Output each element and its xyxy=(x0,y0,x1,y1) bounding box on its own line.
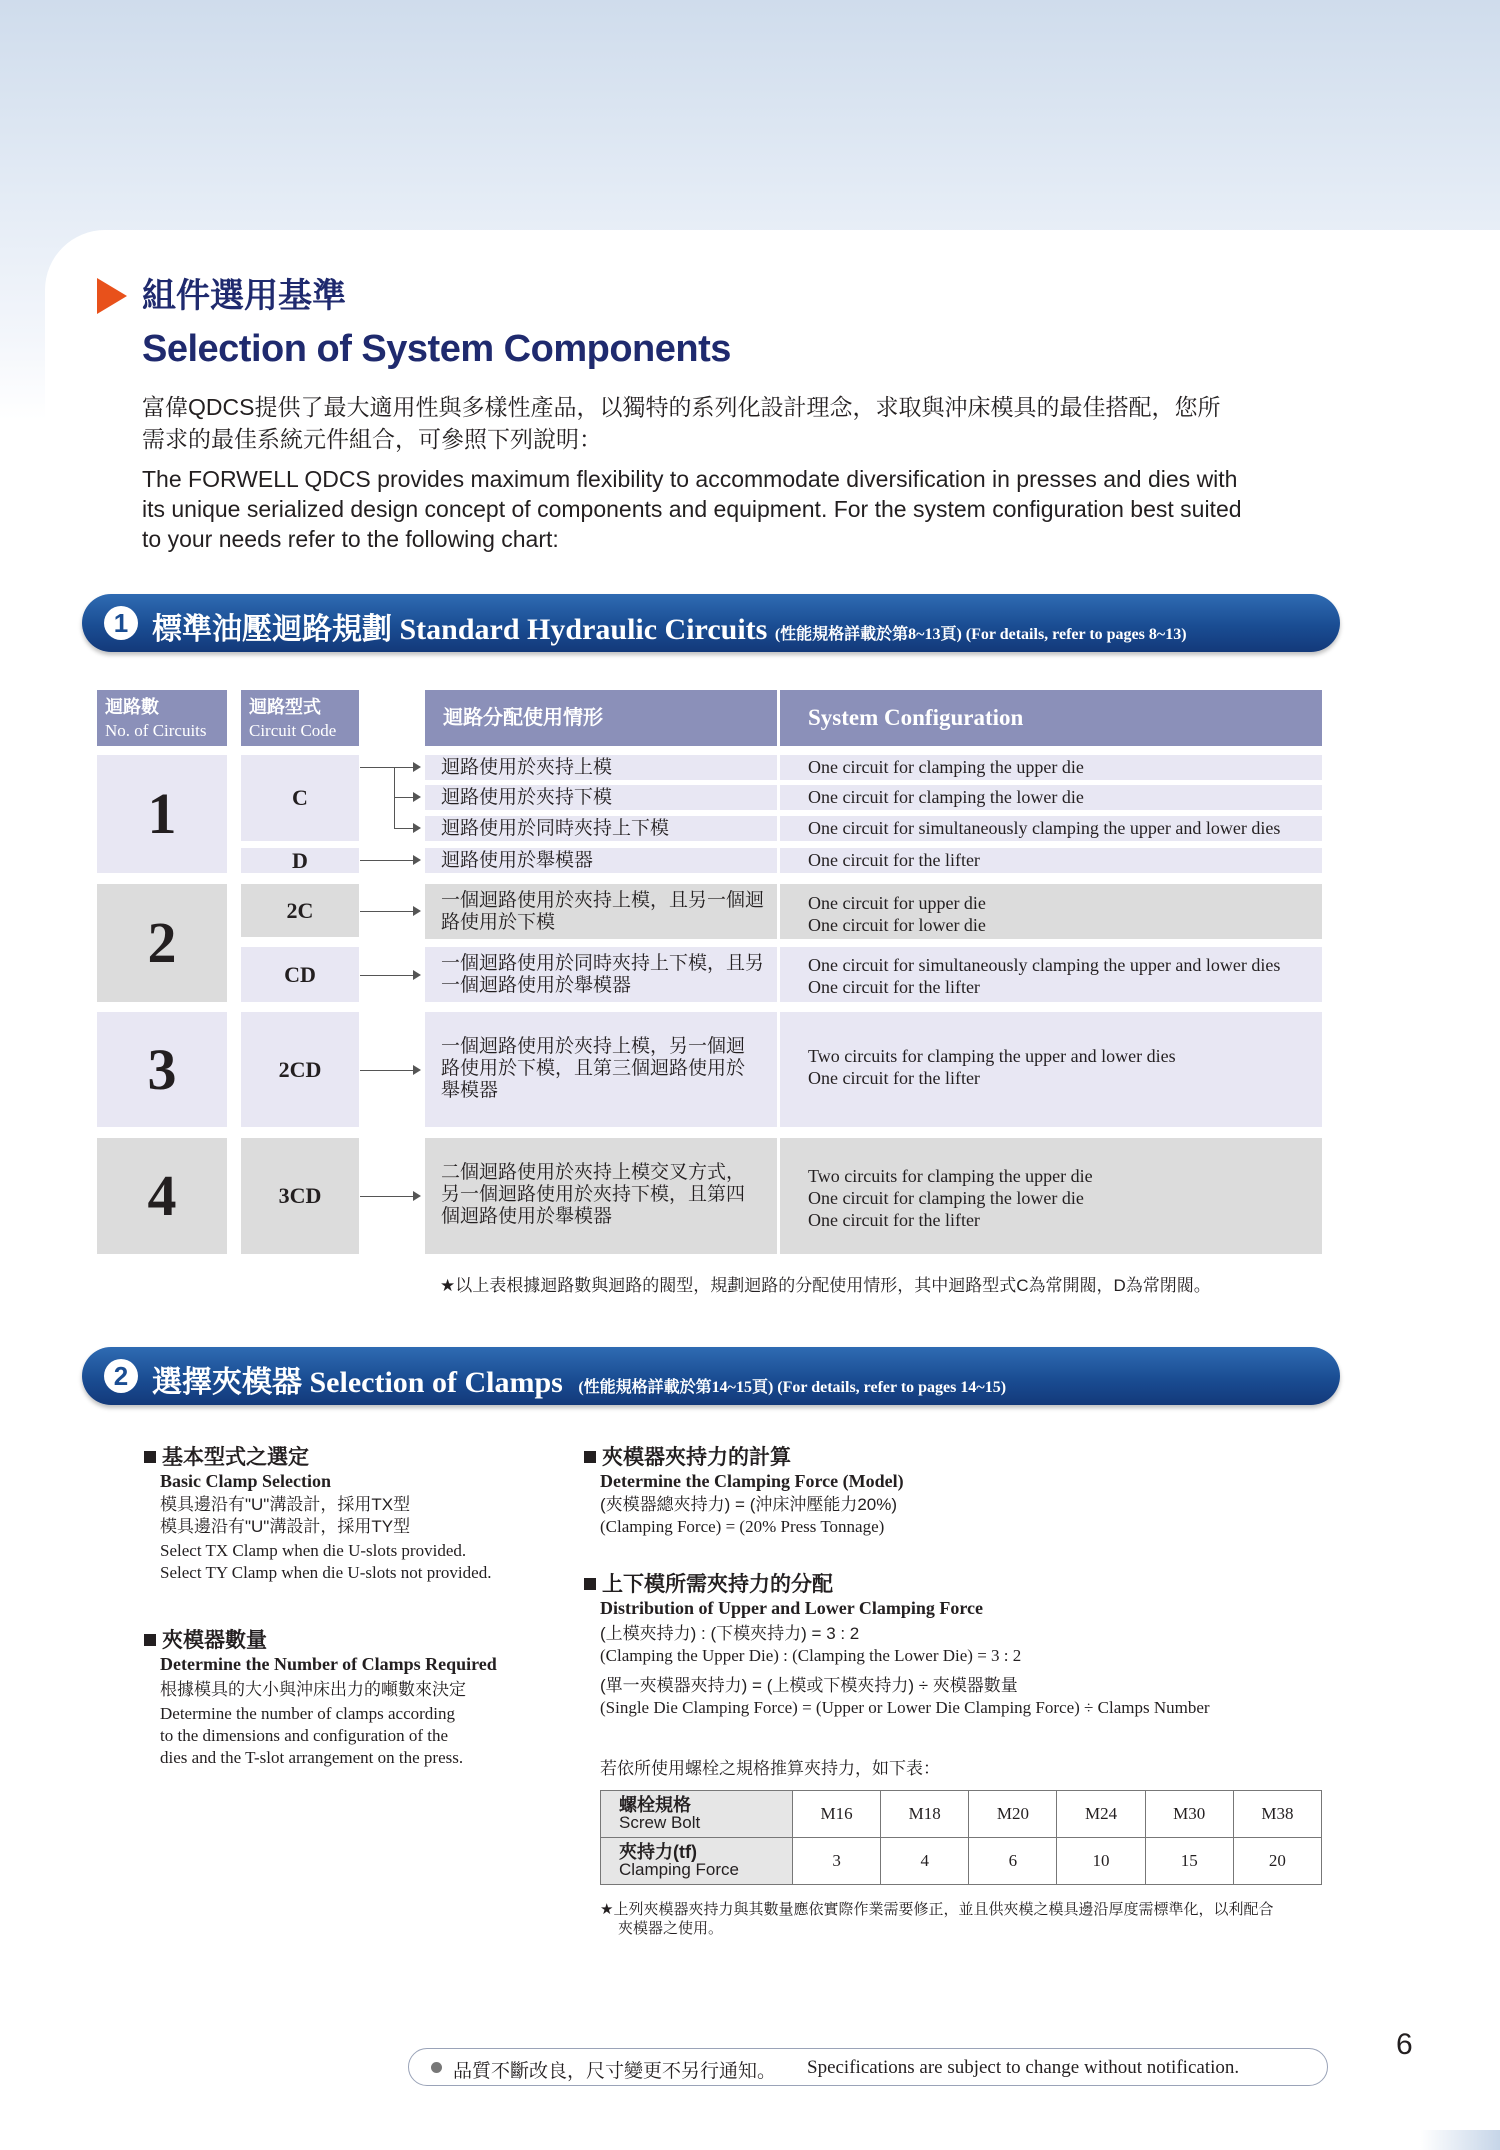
bolt-size: M38 xyxy=(1233,1791,1321,1838)
clamping-force-block: 夾模器夾持力的計算 Determine the Clamping Force (Model) (夾模器總夾持力) = (沖床沖壓能力20%) (Clamping Force) = (20% Press Tonnage) xyxy=(584,1441,904,1538)
force-distribution-block: 上下模所需夾持力的分配 Distribution of Upper and Lower Clamping Force (上模夾持力) : (下模夾持力) = 3 : 2 (Clamping the Upper Die) : (Clamping the Lower Die) = 3 : 2 (單一夾模器夾持力) = (上模或下模夾持力) ÷ 夾模器數量 (Single Die Clamping Force) = (Upper or Lower Die Clamping Force) ÷ Clamps Number xyxy=(584,1568,1210,1719)
bolt-size: M16 xyxy=(793,1791,881,1838)
clamping-force-value: 4 xyxy=(881,1838,969,1885)
arrow-head-icon xyxy=(413,906,421,916)
circuit-code-2cd: 2CD xyxy=(241,1012,359,1127)
header-usage-zh: 迴路分配使用情形 xyxy=(425,690,777,746)
circuit-count-2: 2 xyxy=(97,884,227,1002)
g3-arrow xyxy=(360,1070,416,1071)
intro-zh-line-1: 富偉QDCS提供了最大適用性與多樣性產品，以獨特的系列化設計理念，求取與沖床模具的最佳搭配，您所 xyxy=(142,394,1221,420)
circuit-code-2c: 2C xyxy=(241,884,359,937)
intro-en-line-2: its unique serialized design concept of components and equipment. For the system configuration best suited xyxy=(142,496,1242,522)
g2-config-en-1: One circuit for upper die One circuit for lower die xyxy=(780,884,1322,939)
circuit-code-c: C xyxy=(241,755,359,841)
intro-en-line-3: to your needs refer to the following chart: xyxy=(142,526,559,552)
circuits-note: ★以上表根據迴路數與迴路的閥型，規劃迴路的分配使用情形，其中迴路型式C為常開閥，D為常閉閥。 xyxy=(440,1276,1211,1295)
g4-config-en: Two circuits for clamping the upper die One circuit for clamping the lower die One circuit for the lifter xyxy=(780,1138,1322,1254)
page-title-zh: 組件選用基準 xyxy=(142,277,346,315)
section-2-number: 2 xyxy=(104,1359,138,1393)
section-1-bar xyxy=(82,594,1340,652)
section-1-title: 標準油壓迴路規劃 Standard Hydraulic Circuits (性能規格詳載於第8~13頁) (For details, refer to pages 8~13) xyxy=(152,613,1187,646)
table-row xyxy=(601,1838,1322,1885)
bullet-square-icon xyxy=(584,1578,596,1590)
clamping-force-value: 20 xyxy=(1233,1838,1321,1885)
force-row-label: 夾持力(tf) Clamping Force xyxy=(601,1838,793,1885)
g2-arrow-1 xyxy=(360,911,416,912)
clamping-force-value: 6 xyxy=(969,1838,1057,1885)
header-system-configuration: System Configuration xyxy=(780,690,1322,746)
header-circuit-code: 迴路型式 Circuit Code xyxy=(241,690,359,746)
page-title-en: Selection of System Components xyxy=(142,328,731,370)
bullet-dot-icon xyxy=(431,2062,442,2073)
arrow-head-icon xyxy=(413,855,421,865)
clamping-force-value: 15 xyxy=(1145,1838,1233,1885)
circuit-count-1: 1 xyxy=(97,755,227,873)
g2-arrow-2 xyxy=(360,975,416,976)
table-row xyxy=(601,1791,1322,1838)
g1-usage-zh-2: 迴路使用於夾持下模 xyxy=(425,785,777,810)
bullet-square-icon xyxy=(584,1451,596,1463)
g2-config-en-2: One circuit for simultaneously clamping the upper and lower dies One circuit for the lifter xyxy=(780,947,1322,1002)
bolt-size: M18 xyxy=(881,1791,969,1838)
bolt-size: M24 xyxy=(1057,1791,1145,1838)
footer-zh: 品質不斷改良，尺寸變更不另行通知。 xyxy=(453,2061,777,2082)
arrow-head-icon xyxy=(413,762,421,772)
g1-arrow-4 xyxy=(360,860,416,861)
bullet-square-icon xyxy=(144,1634,156,1646)
g3-config-en: Two circuits for clamping the upper and lower dies One circuit for the lifter xyxy=(780,1012,1322,1127)
g1-usage-zh-3: 迴路使用於同時夾持上下模 xyxy=(425,816,777,841)
bolt-force-table xyxy=(600,1790,1322,1885)
arrow-head-icon xyxy=(413,823,421,833)
g2-usage-zh-1: 一個迴路使用於夾持上模，且另一個迴 路使用於下模 xyxy=(425,884,777,939)
section-2-title: 選擇夾模器 Selection of Clamps (性能規格詳載於第14~15頁) (For details, refer to pages 14~15) xyxy=(152,1366,1007,1399)
arrow-head-icon xyxy=(413,1065,421,1075)
circuit-code-cd: CD xyxy=(241,947,359,1002)
title-triangle-icon xyxy=(97,278,127,314)
circuit-code-d: D xyxy=(241,848,359,873)
g1-usage-zh-1: 迴路使用於夾持上模 xyxy=(425,755,777,780)
bolt-table-note: ★上列夾模器夾持力與其數量應依實際作業需要修正，並且供夾模之模具邊沿厚度需標準化，以利配合 夾模器之使用。 xyxy=(600,1901,1274,1937)
footer-notice xyxy=(408,2048,1328,2086)
g1-config-en-2: One circuit for clamping the lower die xyxy=(780,785,1322,810)
section-1-number: 1 xyxy=(104,606,138,640)
intro-zh-line-2: 需求的最佳系統元件組合，可參照下列說明： xyxy=(142,426,602,452)
g1-config-en-4: One circuit for the lifter xyxy=(780,848,1322,873)
footer-en: Specifications are subject to change without notification. xyxy=(807,2057,1240,2078)
bullet-square-icon xyxy=(144,1451,156,1463)
arrow-head-icon xyxy=(413,792,421,802)
bolt-row-label: 螺栓規格 Screw Bolt xyxy=(601,1791,793,1838)
circuit-count-4: 4 xyxy=(97,1138,227,1254)
section-2-bar xyxy=(82,1347,1340,1405)
intro-en-line-1: The FORWELL QDCS provides maximum flexibility to accommodate diversification in presses and dies with xyxy=(142,466,1238,492)
g1-config-en-3: One circuit for simultaneously clamping the upper and lower dies xyxy=(780,816,1322,841)
clamping-force-value: 10 xyxy=(1057,1838,1145,1885)
g2-usage-zh-2: 一個迴路使用於同時夾持上下模，且另 一個迴路使用於舉模器 xyxy=(425,947,777,1002)
g3-usage-zh: 一個迴路使用於夾持上模，另一個迴 路使用於下模，且第三個迴路使用於 舉模器 xyxy=(425,1012,777,1127)
basic-selection-block: 基本型式之選定 Basic Clamp Selection 模具邊沿有"U"溝設計，採用TX型 模具邊沿有"U"溝設計，採用TY型 Select TX Clamp when die U-slots provided. Select TY Clamp when die U-slots not provided. xyxy=(144,1441,491,1584)
arrow-head-icon xyxy=(413,1191,421,1201)
bolt-table-intro: 若依所使用螺栓之規格推算夾持力，如下表： xyxy=(600,1759,940,1778)
g1-usage-zh-4: 迴路使用於舉模器 xyxy=(425,848,777,873)
arrow-head-icon xyxy=(413,970,421,980)
page-number: 6 xyxy=(1396,2028,1413,2061)
g1-config-en-1: One circuit for clamping the upper die xyxy=(780,755,1322,780)
circuit-count-3: 3 xyxy=(97,1012,227,1127)
clamping-force-value: 3 xyxy=(793,1838,881,1885)
bolt-size: M30 xyxy=(1145,1791,1233,1838)
clamp-number-block: 夾模器數量 Determine the Number of Clamps Required 根據模具的大小與沖床出力的噸數來決定 Determine the number of clamps according to the dimensions and configuration of the dies and the T-slot arrangement on the press. xyxy=(144,1624,497,1769)
g4-usage-zh: 二個迴路使用於夾持上模交叉方式， 另一個迴路使用於夾持下模，且第四 個迴路使用於舉模器 xyxy=(425,1138,777,1254)
g1-arrow-1 xyxy=(360,767,416,768)
circuit-code-3cd: 3CD xyxy=(241,1138,359,1254)
g4-arrow xyxy=(360,1196,416,1197)
bolt-size: M20 xyxy=(969,1791,1057,1838)
header-no-of-circuits: 迴路數 No. of Circuits xyxy=(97,690,227,746)
